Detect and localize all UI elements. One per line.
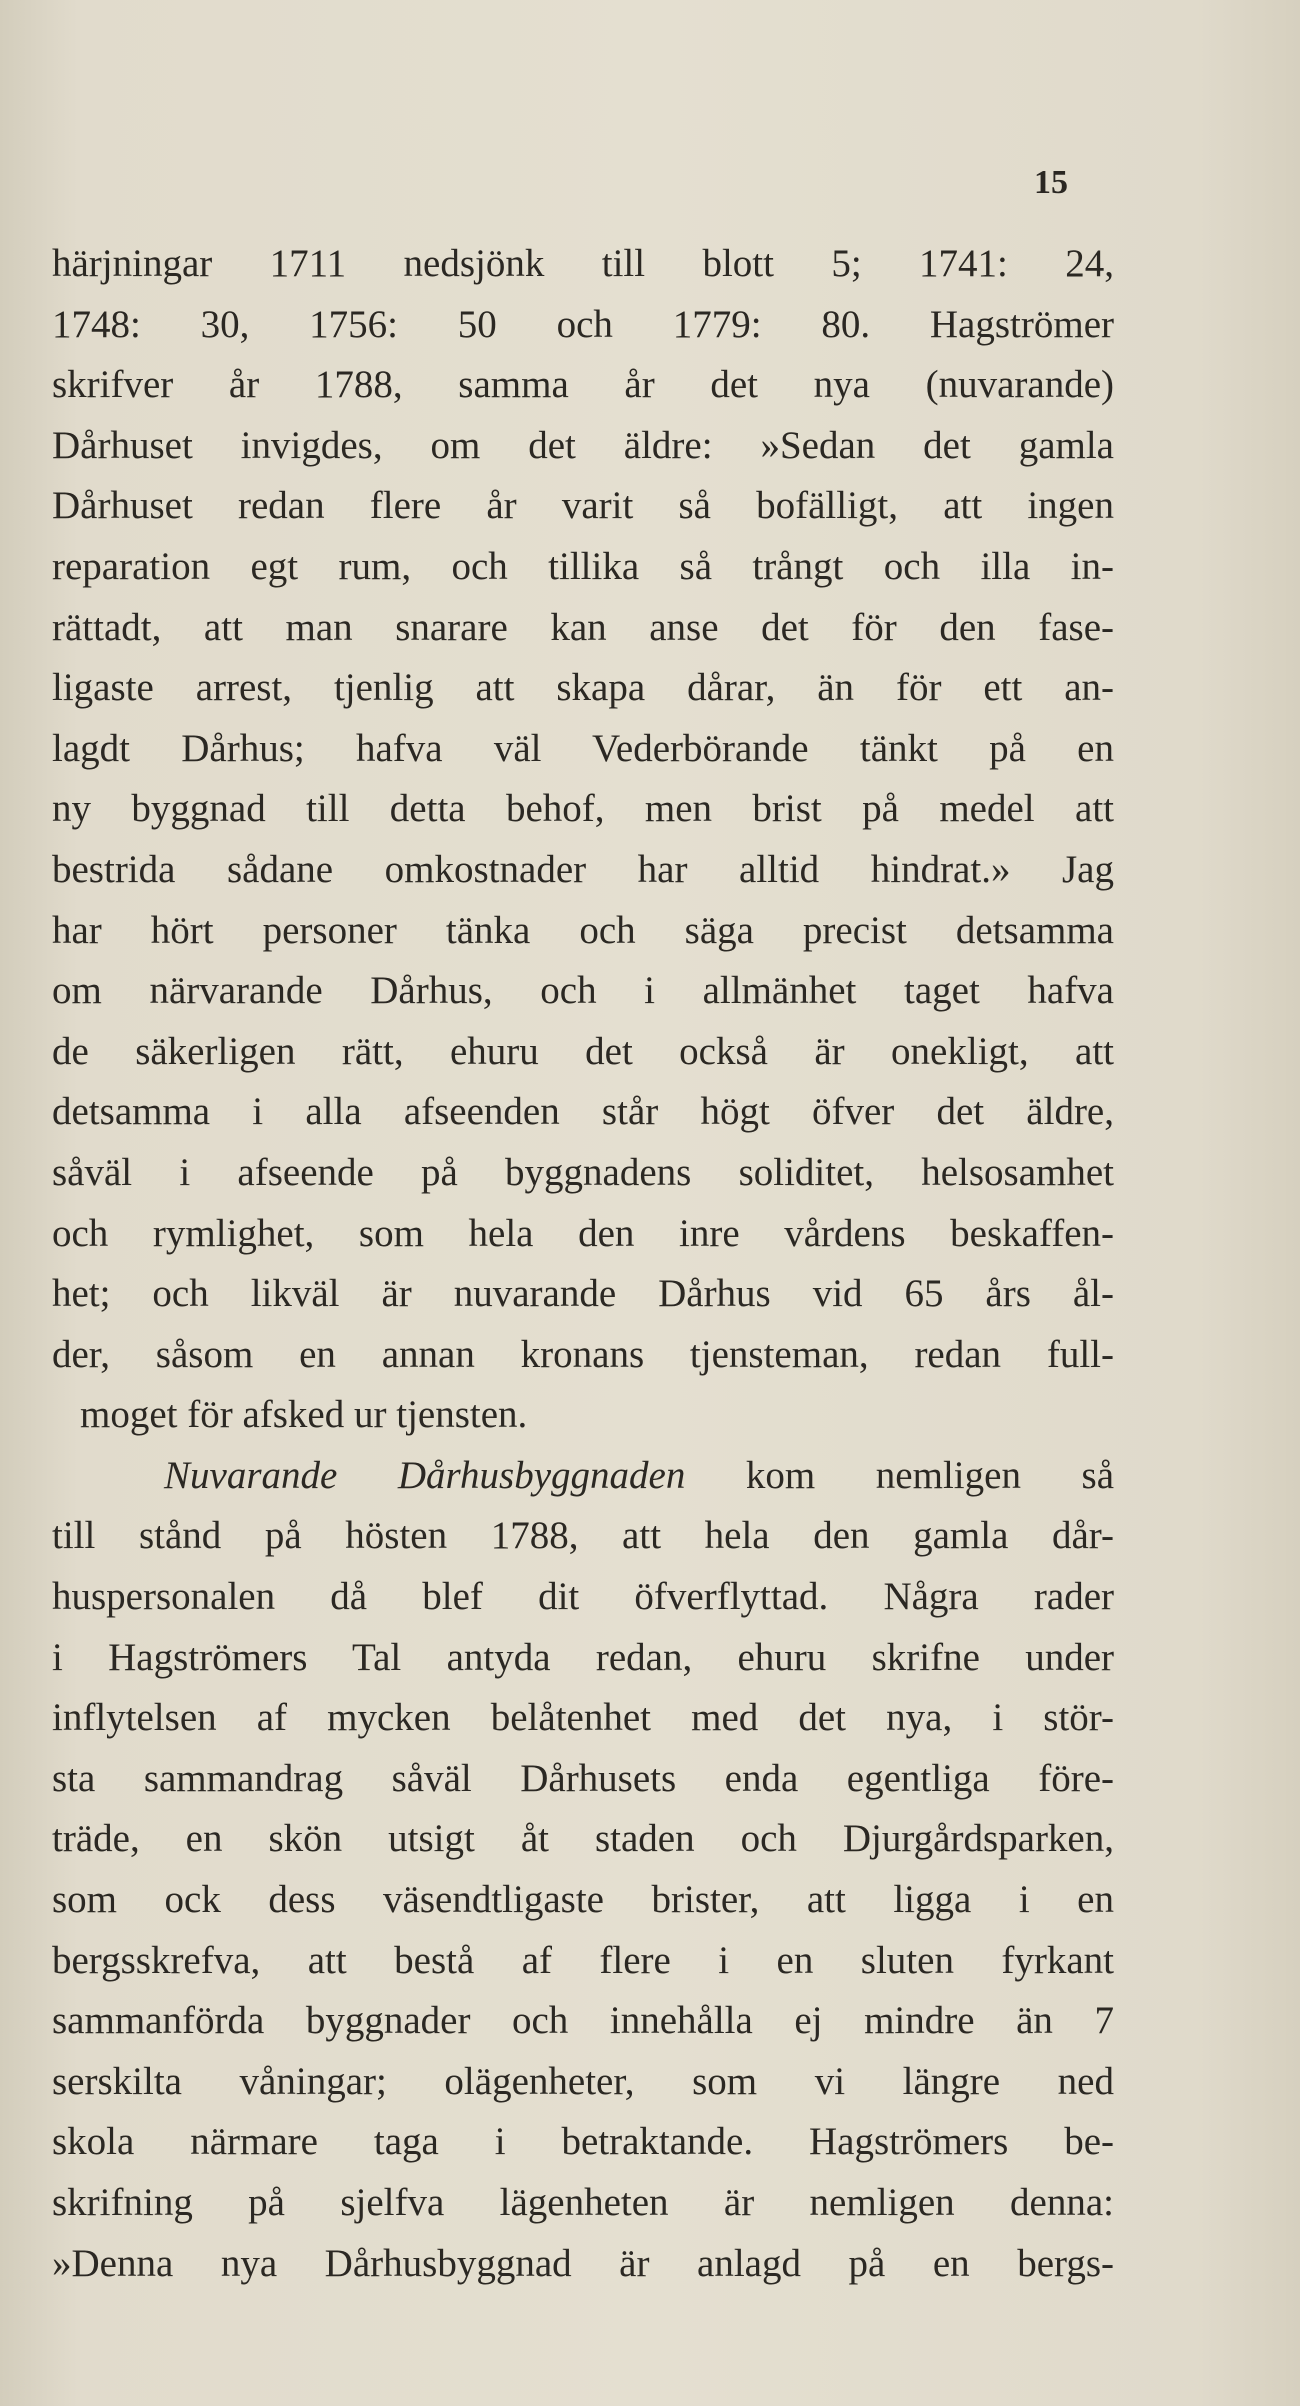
- text-line: het; och likväl är nuvarande Dårhus vid 65 års ål-: [52, 1272, 1114, 1316]
- text-line: 1748: 30, 1756: 50 och 1779: 80. Hagströmer: [52, 302, 1114, 346]
- text-line: sammanförda byggnader och innehålla ej mindre än 7: [52, 1999, 1114, 2043]
- text-line: till stånd på hösten 1788, att hela den gamla dår-: [52, 1514, 1114, 1558]
- italic-term: Nuvarande Dårhusbyggnaden: [164, 1453, 686, 1497]
- text-line: om närvarande Dårhus, och i allmänhet taget hafva: [52, 969, 1114, 1013]
- text-line: träde, en skön utsigt åt staden och Djurgårdsparken,: [52, 1817, 1114, 1861]
- text-line: de säkerligen rätt, ehuru det också är onekligt, att: [52, 1029, 1114, 1073]
- text-line: skrifning på sjelfva lägenheten är nemligen denna:: [52, 2181, 1114, 2224]
- text-line: skola närmare taga i betraktande. Hagströmers be-: [52, 2120, 1114, 2164]
- text-line: reparation egt rum, och tillika så trångt och illa in-: [52, 544, 1114, 588]
- page-number: 15: [1034, 164, 1068, 201]
- text-line: »Denna nya Dårhusbyggnad är anlagd på en bergs-: [52, 2241, 1114, 2285]
- text-line: huspersonalen då blef dit öfverflyttad. Några rader: [52, 1575, 1114, 1619]
- text-line: ligaste arrest, tjenlig att skapa dårar, än för ett an-: [52, 666, 1114, 710]
- text-line: der, såsom en annan kronans tjensteman, redan full-: [52, 1332, 1114, 1376]
- text-line: bergsskrefva, att bestå af flere i en sluten fyrkant: [52, 1938, 1114, 1982]
- text-line: Dårhuset redan flere år varit så bofälligt, att ingen: [52, 484, 1114, 528]
- text-line: och rymlighet, som hela den inre vårdens beskaffen-: [52, 1211, 1114, 1255]
- text-span: kom nemligen så: [685, 1453, 1114, 1497]
- text-line: har hört personer tänka och säga precist detsamma: [52, 908, 1114, 952]
- text-line: såväl i afseende på byggnadens soliditet, helsosamhet: [52, 1150, 1114, 1194]
- text-line: inflytelsen af mycken belåtenhet med det nya, i stör-: [52, 1696, 1114, 1740]
- text-line: härjningar 1711 nedsjönk till blott 5; 1741: 24,: [52, 242, 1114, 285]
- text-line: rättadt, att man snarare kan anse det för den fase-: [52, 605, 1114, 649]
- text-line: moget för afsked ur tjensten.: [80, 1393, 528, 1437]
- paragraph-first-line: [52, 1446, 1114, 1507]
- text-line: serskilta våningar; olägenheter, som vi längre ned: [52, 2059, 1114, 2103]
- text-line: Dårhuset invigdes, om det äldre: »Sedan det gamla: [52, 423, 1114, 467]
- text-line: detsamma i alla afseenden står högt öfver det äldre,: [52, 1090, 1114, 1134]
- text-line: lagdt Dårhus; hafva väl Vederbörande tänkt på en: [52, 726, 1114, 770]
- text-line: som ock dess väsendtligaste brister, att ligga i en: [52, 1878, 1114, 1922]
- text-line: bestrida sådane omkostnader har alltid hindrat.» Jag: [52, 847, 1114, 891]
- text-line: sta sammandrag såväl Dårhusets enda egentliga före-: [52, 1756, 1114, 1800]
- body-text: [52, 234, 1114, 2294]
- text-line: skrifver år 1788, samma år det nya (nuvarande): [52, 363, 1114, 407]
- text-line: ny byggnad till detta behof, men brist på medel att: [52, 787, 1114, 831]
- text-line: i Hagströmers Tal antyda redan, ehuru skrifne under: [52, 1635, 1114, 1679]
